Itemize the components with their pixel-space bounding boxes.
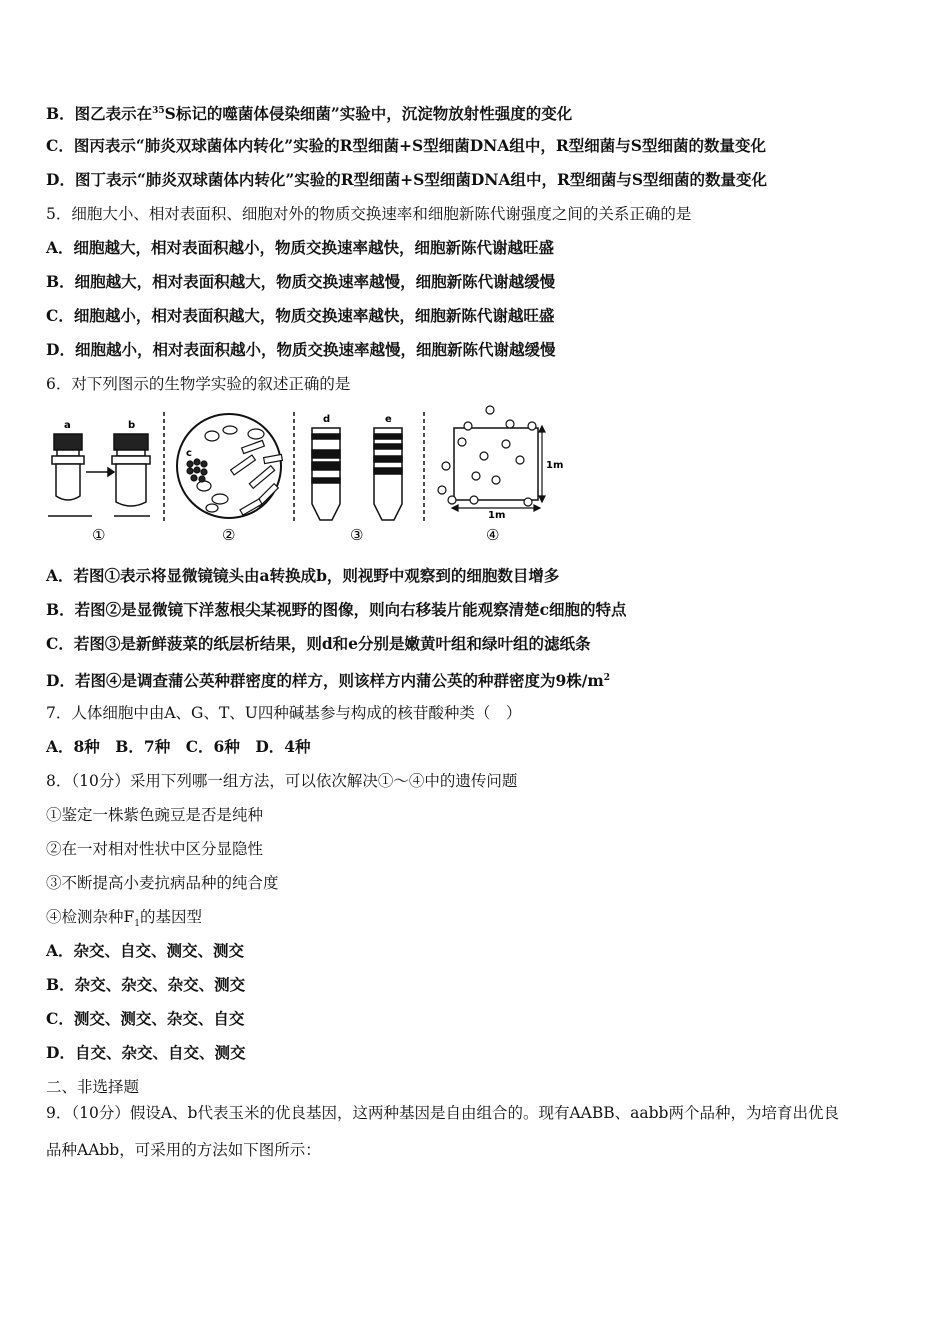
q6-figure <box>44 404 564 554</box>
panel-number-4: ④ <box>486 526 500 544</box>
q9-line-2: 品种AAbb，可采用的方法如下图所示： <box>46 1141 321 1159</box>
q4-option-b: B．图乙表示在$^{35}$S标记的噬菌体侵染细菌”实验中，沉淀物放射性强度的变化 <box>46 104 573 124</box>
panel-number-1: ① <box>92 526 106 544</box>
q5-stem: 5．细胞大小、相对表面积、细胞对外的物质交换速率和细胞新陈代谢强度之间的关系正确的是 <box>46 205 692 223</box>
q6-option-d: D．若图④是调查蒲公英种群密度的样方，则该样方内蒲公英的种群密度为9株$/m^2$ <box>46 671 611 691</box>
q8-option-a: A．杂交、自交、测交、测交 <box>46 941 245 960</box>
q9-line-1: 9．（10分）假设A、b代表玉米的优良基因，这两种基因是自由组合的。现有AABB、aabb两个品种，为培育出优良 <box>46 1104 839 1122</box>
panel-1-objectives <box>48 434 150 516</box>
q8-item-4: ④检测杂种$F_1$的基因型 <box>46 908 203 930</box>
q8-item-3: ③不断提高小麦抗病品种的纯合度 <box>46 874 279 892</box>
q8-option-d: D．自交、杂交、自交、测交 <box>46 1043 246 1062</box>
q5-option-d: D．细胞越小，相对表面积越小，物质交换速率越慢，细胞新陈代谢越缓慢 <box>46 340 556 359</box>
q4-option-d: D．图丁表示“肺炎双球菌体内转化”实验的R型细菌+S型细菌DNA组中，R型细菌与S型细菌的数量变化 <box>46 170 768 189</box>
q7-options: A．8种 B．7种 C．6种 D．4种 <box>46 737 311 756</box>
section-heading: 二、非选择题 <box>46 1078 140 1096</box>
q5-option-a: A．细胞越大，相对表面积越小，物质交换速率越快，细胞新陈代谢越旺盛 <box>46 238 555 257</box>
q5-option-b: B．细胞越大，相对表面积越大，物质交换速率越慢，细胞新陈代谢越缓慢 <box>46 272 556 291</box>
panel-4-quadrat <box>438 406 545 511</box>
panel-number-2: ② <box>222 526 236 544</box>
q4-option-c: C．图丙表示“肺炎双球菌体内转化”实验的R型细菌+S型细菌DNA组中，R型细菌与S型细菌的数量变化 <box>46 136 766 155</box>
q8-item-1: ①鉴定一株紫色豌豆是否是纯种 <box>46 806 264 824</box>
q6-stem: 6．对下列图示的生物学实验的叙述正确的是 <box>46 375 351 393</box>
panel-2-field <box>177 414 282 518</box>
label-b: b <box>128 420 136 431</box>
q6-option-a: A．若图①表示将显微镜镜头由a转换成b，则视野中观察到的细胞数目增多 <box>46 566 560 585</box>
label-e: e <box>385 414 392 425</box>
label-d: d <box>323 414 331 425</box>
scale-vertical: 1m <box>546 460 564 471</box>
q7-stem: 7．人体细胞中由A、G、T、U四种碱基参与构成的核苷酸种类（ ） <box>46 704 522 722</box>
q8-stem: 8．（10分）采用下列哪一组方法，可以依次解决①～④中的遗传问题 <box>46 772 518 790</box>
q8-item-2: ②在一对相对性状中区分显隐性 <box>46 840 264 858</box>
q8-option-c: C．测交、测交、杂交、自交 <box>46 1009 245 1028</box>
q6-option-b: B．若图②是显微镜下洋葱根尖某视野的图像，则向右移装片能观察清楚c细胞的特点 <box>46 600 627 619</box>
q5-option-c: C．细胞越小，相对表面积越大，物质交换速率越快，细胞新陈代谢越旺盛 <box>46 306 555 325</box>
panel-3-strips <box>312 428 402 520</box>
scale-horizontal: 1m <box>488 510 506 521</box>
label-a: a <box>64 420 71 431</box>
q6-option-c: C．若图③是新鲜菠菜的纸层析结果，则d和e分别是嫩黄叶组和绿叶组的滤纸条 <box>46 634 591 653</box>
q8-option-b: B．杂交、杂交、杂交、测交 <box>46 975 246 994</box>
label-c: c <box>186 448 192 459</box>
panel-number-3: ③ <box>350 526 364 544</box>
